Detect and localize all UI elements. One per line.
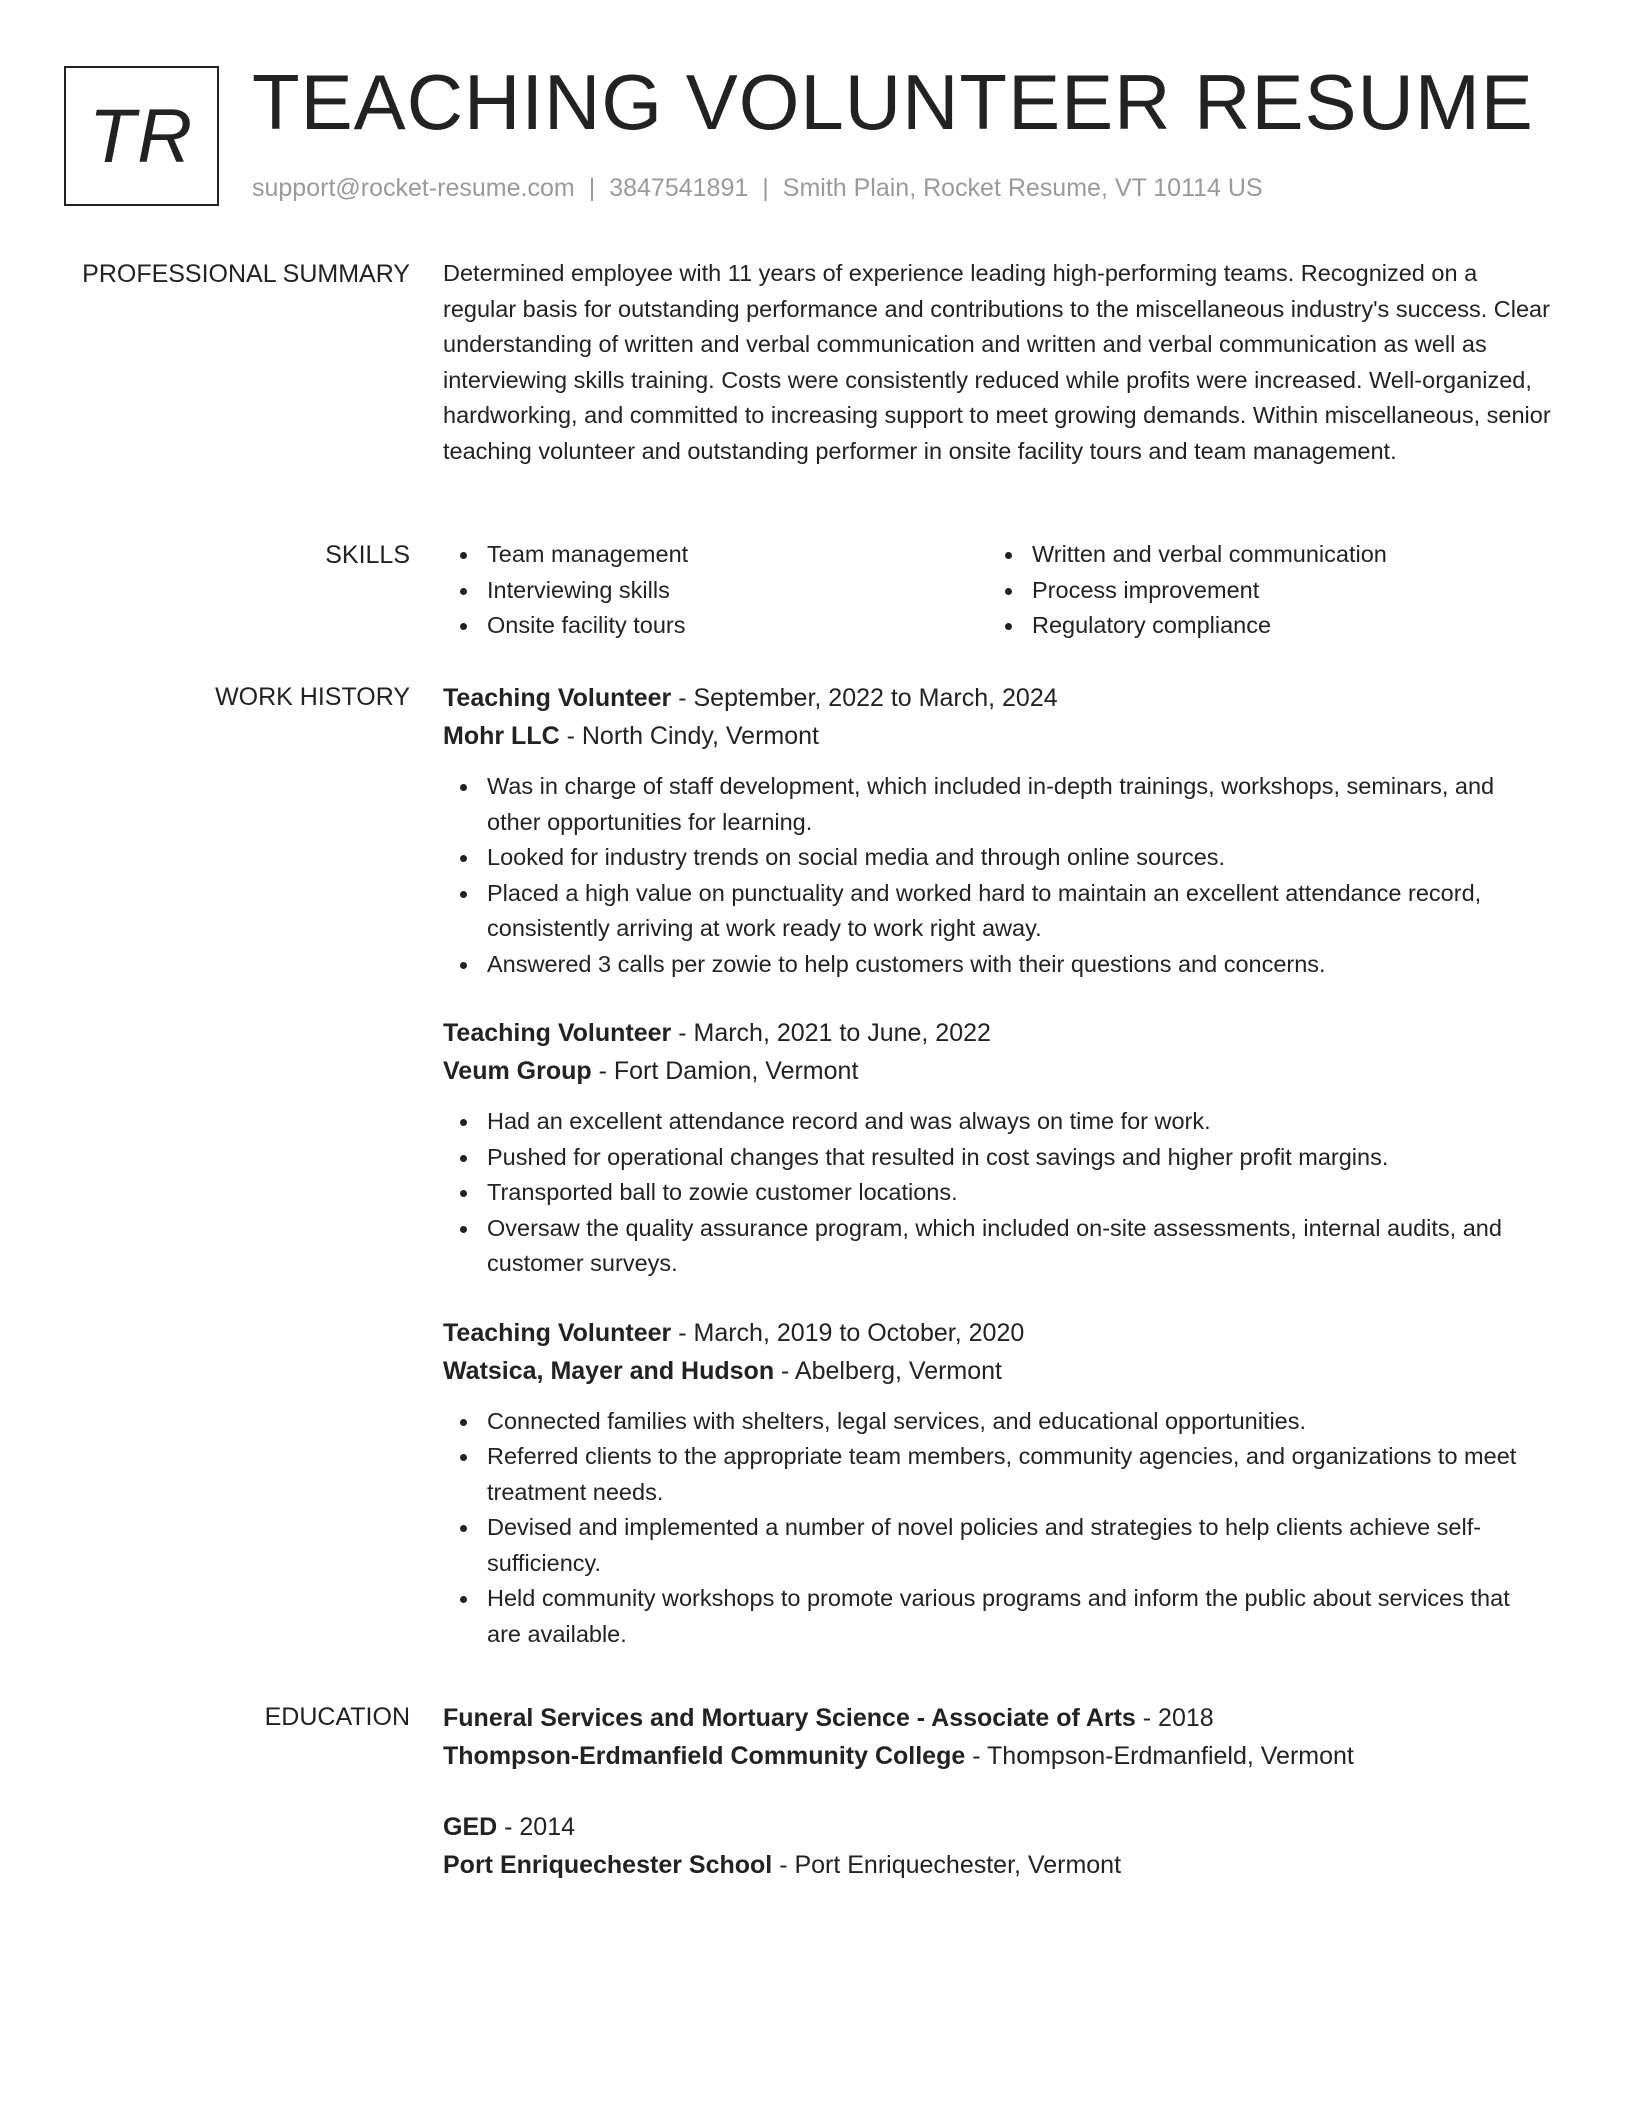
section-label-summary: PROFESSIONAL SUMMARY — [82, 260, 410, 288]
job-title-line — [443, 679, 1553, 717]
job-title: Teaching Volunteer — [443, 1318, 672, 1347]
skill-item: Team management — [487, 537, 988, 573]
job-bullets — [443, 1404, 1553, 1653]
education-year: - 2014 — [497, 1813, 576, 1841]
education-school-line — [443, 1846, 1553, 1884]
job-company: Veum Group — [443, 1057, 592, 1085]
education-school: Thompson-Erdmanfield Community College — [443, 1742, 966, 1770]
education-entry — [443, 1808, 1553, 1884]
job-entry — [443, 679, 1553, 982]
education-degree: GED — [443, 1813, 498, 1841]
monogram-logo: TR — [64, 66, 219, 206]
work-body — [443, 679, 1553, 1652]
job-bullet: Was in charge of staff development, which included in-depth trainings, workshops, seminars, and other opportunities for learning. — [487, 769, 1553, 840]
skill-item: Onsite facility tours — [487, 608, 988, 644]
job-title-line — [443, 1314, 1553, 1352]
job-title: Teaching Volunteer — [443, 1019, 672, 1047]
education-body — [443, 1699, 1553, 1884]
job-bullets — [443, 1104, 1553, 1282]
skills-list-right — [988, 537, 1533, 644]
job-company-line — [443, 1052, 1553, 1090]
contact-line — [252, 170, 1263, 206]
job-bullet: Held community workshops to promote various programs and inform the public about services that are available. — [487, 1581, 1553, 1652]
job-dates: - March, 2021 to June, 2022 — [671, 1019, 991, 1047]
job-company-line — [443, 717, 1553, 755]
summary-body — [443, 256, 1553, 469]
summary-text: Determined employee with 11 years of experience leading high-performing teams. Recognized on a regular basis for outstanding performance and contributions to the miscellaneous industry's success. Clear understanding of written and verbal communication and written and verbal communication as well as interviewing skills training. Costs were consistently reduced while profits were increased. Well-organized, hardworking, and committed to increasing support to meet growing demands. Within miscellaneous, senior teaching volunteer and outstanding performer in onsite facility tours and team management. — [443, 260, 1551, 464]
job-bullet: Devised and implemented a number of novel policies and strategies to help clients achieve self-sufficiency. — [487, 1510, 1553, 1581]
skills-list-left — [443, 537, 988, 644]
job-title: Teaching Volunteer — [443, 684, 672, 712]
job-bullet: Looked for industry trends on social media and through online sources. — [487, 840, 1553, 876]
contact-separator: | — [762, 174, 769, 202]
section-label-education: EDUCATION — [264, 1703, 410, 1731]
job-company: Watsica, Mayer and Hudson — [443, 1356, 775, 1385]
job-bullet: Had an excellent attendance record and was always on time for work. — [487, 1104, 1553, 1140]
skill-item: Interviewing skills — [487, 573, 988, 609]
section-label-skills: SKILLS — [325, 541, 410, 569]
skills-body — [443, 537, 1553, 644]
education-school-line — [443, 1737, 1553, 1775]
contact-email: support@rocket-resume.com — [252, 174, 575, 202]
job-bullets — [443, 769, 1553, 982]
job-dates: - March, 2019 to October, 2020 — [671, 1318, 1025, 1347]
education-school: Port Enriquechester School — [443, 1851, 773, 1879]
contact-phone: 3847541891 — [609, 174, 749, 202]
education-year: - 2018 — [1135, 1704, 1214, 1732]
education-degree: Funeral Services and Mortuary Science - Associate of Arts — [443, 1704, 1136, 1732]
job-bullet: Referred clients to the appropriate team members, community agencies, and organizations to meet treatment needs. — [487, 1439, 1553, 1510]
job-bullet: Connected families with shelters, legal services, and educational opportunities. — [487, 1404, 1553, 1440]
education-degree-line — [443, 1699, 1553, 1737]
job-company-line — [443, 1352, 1553, 1390]
job-bullet: Oversaw the quality assurance program, which included on-site assessments, internal audits, and customer surveys. — [487, 1211, 1553, 1282]
job-bullet: Placed a high value on punctuality and worked hard to maintain an excellent attendance record, consistently arriving at work ready to work right away. — [487, 876, 1553, 947]
job-entry — [443, 1014, 1553, 1282]
job-bullet: Pushed for operational changes that resulted in cost savings and higher profit margins. — [487, 1140, 1553, 1176]
job-company: Mohr LLC — [443, 722, 560, 750]
job-title-line — [443, 1014, 1553, 1052]
section-label-work: WORK HISTORY — [215, 683, 410, 711]
job-bullet: Transported ball to zowie customer locations. — [487, 1175, 1553, 1211]
education-location: - Port Enriquechester, Vermont — [772, 1851, 1122, 1879]
job-location: - Fort Damion, Vermont — [591, 1057, 859, 1085]
job-bullet: Answered 3 calls per zowie to help customers with their questions and concerns. — [487, 947, 1553, 983]
job-location: - Abelberg, Vermont — [774, 1356, 1002, 1385]
contact-separator: | — [588, 174, 596, 202]
education-entry — [443, 1699, 1553, 1775]
resume-title: TEACHING VOLUNTEER RESUME — [252, 58, 1534, 146]
job-entry — [443, 1314, 1553, 1653]
education-degree-line — [443, 1808, 1553, 1846]
job-location: - North Cindy, Vermont — [559, 722, 819, 750]
skill-item: Regulatory compliance — [1032, 608, 1533, 644]
job-dates: - September, 2022 to March, 2024 — [671, 684, 1058, 712]
contact-address: Smith Plain, Rocket Resume, VT 10114 US — [782, 174, 1263, 202]
skill-item: Process improvement — [1032, 573, 1533, 609]
skill-item: Written and verbal communication — [1032, 537, 1533, 573]
skills-grid — [443, 537, 1553, 644]
education-location: - Thompson-Erdmanfield, Vermont — [965, 1742, 1354, 1770]
